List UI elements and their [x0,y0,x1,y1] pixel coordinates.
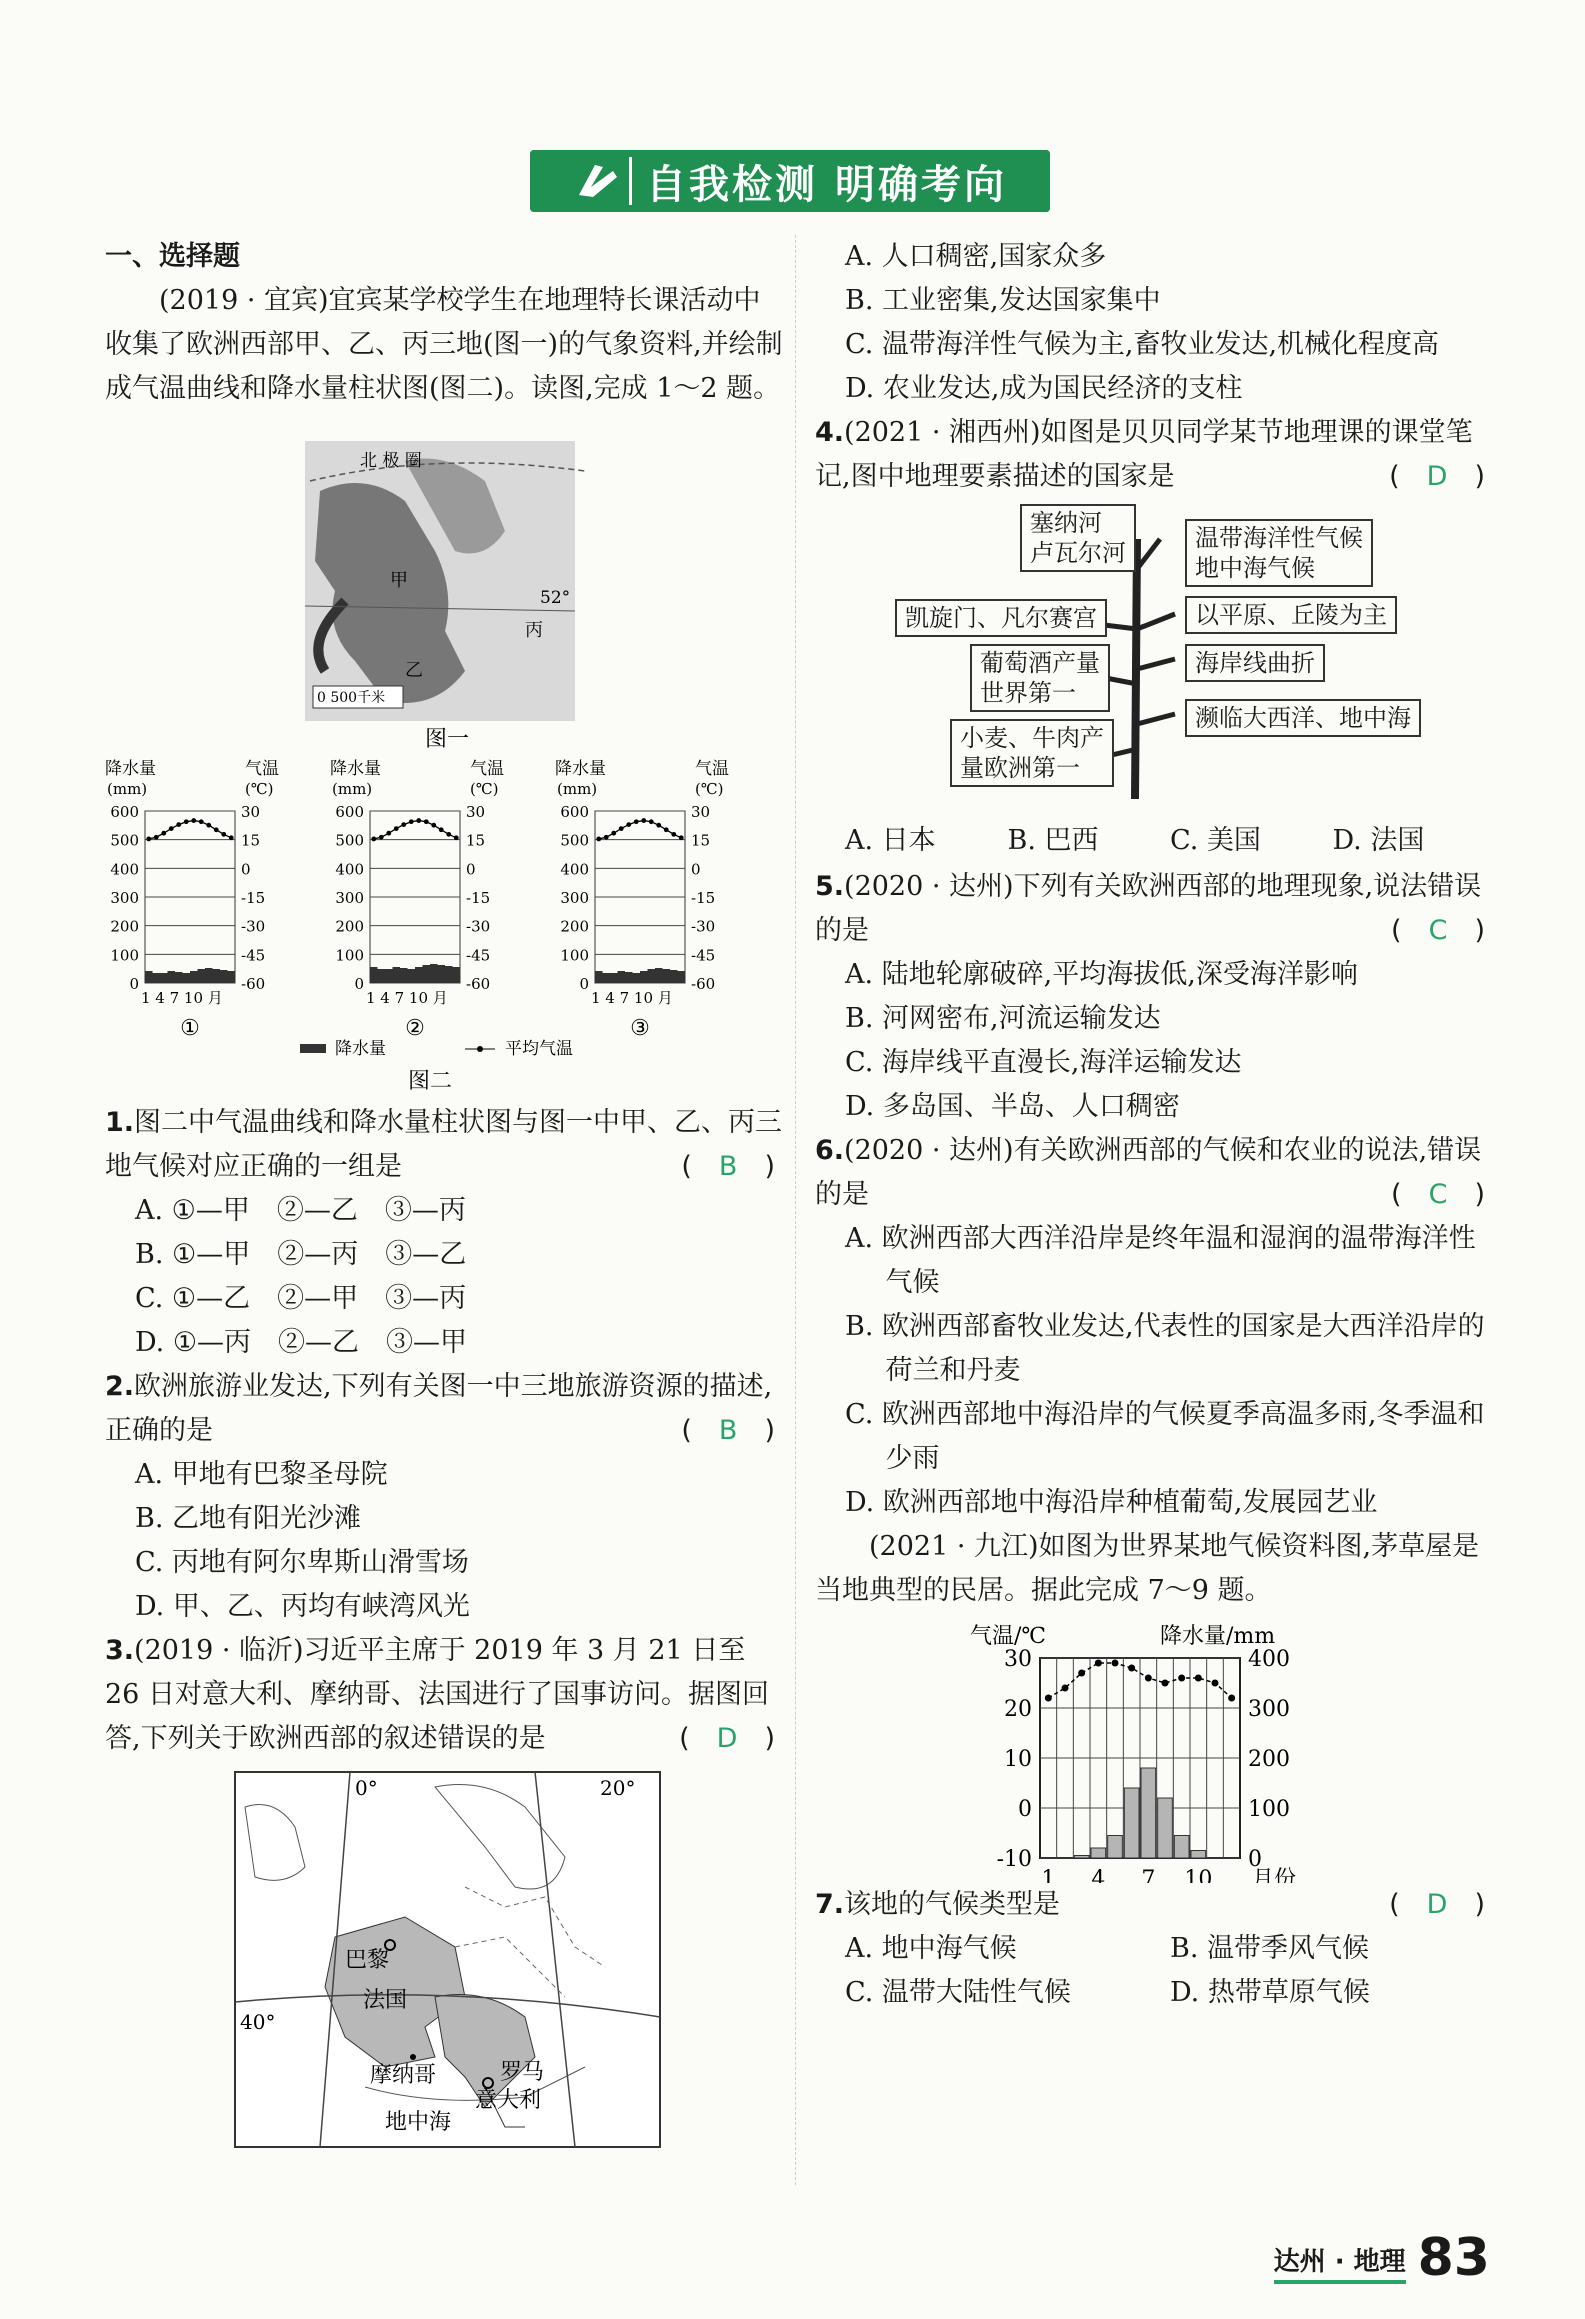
page-footer [1273,2228,1490,2288]
question-3 [105,1629,785,1761]
fig2-rain-tick: 600 [560,803,589,821]
fig2-temp-tick: 0 [241,860,251,879]
fig2-rain-bar [618,971,626,983]
climate-rain-tick: 200 [1248,1747,1290,1772]
climate-rain-bar [1191,1851,1206,1859]
map3-italy: 意大利 [475,2088,542,2113]
q6-number: 6. [815,1135,845,1166]
fig2-temp-tick: 30 [691,803,711,821]
fig2-temp-line [374,821,457,839]
fig2-legend-rain-label: 降水量 [335,1039,386,1059]
fig2-temp-tick: 15 [691,831,711,850]
fig2-marker-3: ③ [630,1016,650,1041]
fig2-axis-left-label: 降水量 [555,759,606,779]
q2-answer: ( B ) [681,1415,775,1446]
fig2-axis-right-unit: (℃) [245,780,274,798]
fig2-axis-left-label: 降水量 [105,759,156,779]
q1-option-c[interactable]: C. ①—乙 ②—甲 ③—丙 [135,1283,467,1314]
fig2-rain-bar [408,969,416,983]
fig2-rain-bar [205,968,213,983]
fig2-rain-bar [220,970,228,983]
climate-rain-bar [1108,1836,1123,1859]
fig2-axis-left-unit: (mm) [107,780,148,798]
q7-option-c[interactable]: C. 温带大陆性气候 [845,1977,1071,2008]
fig2-rain-bar [400,968,408,983]
tree-box-wheat: 小麦、牛肉产 量欧洲第一 [950,719,1114,787]
figure-2 [105,756,785,1101]
q7-option-b[interactable]: B. 温带季风气候 [1170,1933,1370,1964]
map1-label-yi: 乙 [405,660,423,681]
q2-option-b[interactable]: B. 乙地有阳光沙滩 [135,1503,362,1534]
fig2-rain-tick: 400 [560,860,589,879]
map1-label-bing: 丙 [525,620,543,641]
fig2-rain-bar [145,971,153,983]
fig2-rain-bar [633,973,641,983]
fig2-temp-tick: 0 [691,860,701,879]
q5-answer-letter: C [1428,915,1448,946]
fig2-rain-tick: 0 [354,975,364,993]
fig2-rain-tick: 400 [110,860,139,879]
fig2-temp-tick: -30 [466,917,491,936]
q6-option-c[interactable]: C. 欧洲西部地中海沿岸的气候夏季高温多雨,冬季温和少雨 [845,1399,1485,1474]
fig2-marker-2: ② [405,1016,425,1041]
figure-2-charts [105,756,785,1101]
q5-answer: ( C ) [1391,915,1485,946]
fig2-temp-tick: 15 [466,831,486,850]
fig2-axis-right-unit: (℃) [695,780,724,798]
q4-option-a[interactable]: A. 日本 [845,825,936,856]
q3-option-c[interactable]: C. 温带海洋性气候为主,畜牧业发达,机械化程度高 [845,329,1440,360]
q1-option-a[interactable]: A. ①—甲 ②—乙 ③—丙 [135,1195,466,1226]
footer-text: 达州 · 地理 [1274,2241,1406,2284]
section-banner [530,150,1050,212]
fig2-rain-bar [393,967,401,983]
climate-rain-bar [1158,1798,1173,1858]
fig2-rain-bar [198,969,206,983]
column-divider [795,235,796,2185]
fig2-rain-tick: 100 [560,946,589,965]
fig2-rain-bar [445,966,453,983]
map1-label-jia: 甲 [390,570,408,591]
q7-answer: ( D ) [1389,1889,1485,1920]
climate-temp-tick: 30 [1004,1647,1032,1672]
q3-text: (2019 · 临沂)习近平主席于 2019 年 3 月 21 日至 26 日对意大利、摩纳哥、法国进行了国事访问。据图回答,下列关于欧洲西部的叙述错误的是 [105,1635,769,1754]
q4-option-d[interactable]: D. 法国 [1332,825,1425,856]
q6-option-d[interactable]: D. 欧洲西部地中海沿岸种植葡萄,发展园艺业 [845,1487,1378,1518]
fig2-rain-bar [228,971,236,983]
map1-scale: 0 500千米 [317,690,386,706]
climate-rain-bar [1124,1788,1139,1858]
q4-option-c[interactable]: C. 美国 [1170,825,1261,856]
fig2-temp-tick: -15 [466,889,491,907]
map3-france: 法国 [363,1988,408,2013]
climate-x-tick: 7 [1141,1867,1156,1883]
fig2-legend-temp-dot [477,1046,483,1052]
fig2-month-ticks: 1 4 7 10 月 [141,989,223,1007]
climate-rain-bar [1141,1768,1156,1858]
fig2-rain-tick: 400 [335,860,364,879]
fig2-rain-bar [175,972,183,983]
fig2-axis-left-unit: (mm) [332,780,373,798]
q1-answer: ( B ) [681,1151,775,1182]
section-heading: 一、选择题 [105,241,240,272]
q2-option-c[interactable]: C. 丙地有阿尔卑斯山滑雪场 [135,1547,469,1578]
climate-temp-tick: 20 [1004,1697,1032,1722]
intro-q7-9: (2021 · 九江)如图为世界某地气候资料图,茅草屋是当地典型的民居。据此完成 7～9 题。 [815,1531,1480,1606]
q6-answer-letter: C [1428,1179,1448,1210]
q6-answer: ( C ) [1391,1179,1485,1210]
q1-answer-letter: B [718,1151,738,1182]
q4-text: (2021 · 湘西州)如图是贝贝同学某节地理课的课堂笔记,图中地理要素描述的国家是 [815,417,1473,492]
tree-box-coast: 海岸线曲折 [1185,644,1325,682]
q3-option-b[interactable]: B. 工业密集,发达国家集中 [845,285,1161,316]
fig2-rain-tick: 200 [335,917,364,936]
map1-label-arctic: 北 极 圈 [360,451,422,471]
q2-option-a[interactable]: A. 甲地有巴黎圣母院 [135,1459,388,1490]
fig2-axis-right-label: 气温 [695,759,729,779]
map3-rome: 罗马 [500,2060,545,2085]
fig2-rain-bar [370,967,378,983]
q3-option-a[interactable]: A. 人口稠密,国家众多 [845,241,1107,272]
tree-box-oceans: 濒临大西洋、地中海 [1185,699,1421,737]
map3-med: 地中海 [385,2110,452,2135]
fig2-temp-tick: -60 [241,975,266,993]
fig2-temp-tick: 15 [241,831,261,850]
climate-x-tick: 4 [1091,1867,1106,1883]
climate-temp-tick: 0 [1018,1797,1032,1822]
question-5 [815,865,1495,953]
page-number: 83 [1417,2228,1490,2288]
question-6 [815,1129,1495,1217]
fig2-temp-tick: -60 [466,975,491,993]
figure-2-caption: 图二 [407,1069,453,1094]
fig2-temp-tick: 0 [466,860,476,879]
fig2-rain-tick: 300 [335,889,364,907]
fig2-rain-bar [625,972,633,983]
fig2-temp-tick: -60 [691,975,716,993]
map3-paris: 巴黎 [345,1948,390,1973]
fig2-legend-rain-swatch [300,1044,326,1053]
tree-trunk [815,499,1495,819]
fig2-temp-tick: -45 [691,946,716,965]
tree-box-climate: 温带海洋性气候 地中海气候 [1185,519,1373,587]
climate-chart [815,1613,1495,1883]
fig2-rain-tick: 0 [579,975,589,993]
climate-ylabel-right: 降水量/mm [1160,1624,1276,1649]
fig2-rain-tick: 300 [110,889,139,907]
fig2-rain-tick: 500 [335,831,364,850]
fig2-rain-bar [640,971,648,983]
tree-box-terrain: 以平原、丘陵为主 [1185,596,1397,634]
fig2-rain-bar [415,967,423,983]
map3-lon20: 20° [600,1776,636,1800]
fig2-rain-tick: 100 [335,946,364,965]
q5-option-d[interactable]: D. 多岛国、半岛、人口稠密 [845,1091,1180,1122]
figure-1-caption: 图一 [425,727,470,752]
q4-answer-letter: D [1426,461,1448,492]
climate-rain-bar [1174,1836,1189,1859]
question-4 [815,411,1495,499]
fig2-rain-tick: 300 [560,889,589,907]
figure-1 [105,411,785,756]
fig2-rain-tick: 500 [110,831,139,850]
fig2-rain-bar [378,969,386,983]
q7-text: 该地的气候类型是 [844,1889,1061,1920]
q1-text: 图二中气温曲线和降水量柱状图与图一中甲、乙、丙三地气候对应正确的一组是 [105,1107,783,1182]
fig2-rain-bar [213,969,221,983]
q2-text: 欧洲旅游业发达,下列有关图一中三地旅游资源的描述,正确的是 [105,1371,773,1446]
fig2-temp-tick: 30 [466,803,486,821]
q7-options-row1 [845,1927,1495,1971]
q4-answer: ( D ) [1389,461,1485,492]
fig2-axis-right-unit: (℃) [470,780,499,798]
fig2-rain-bar [610,973,618,983]
fig2-temp-tick: -15 [691,889,716,907]
q2-answer-letter: B [718,1415,738,1446]
q1-option-d[interactable]: D. ①—丙 ②—乙 ③—甲 [135,1327,468,1358]
q2-number: 2. [105,1371,135,1402]
fig2-axis-right-label: 气温 [470,759,504,779]
climate-rain-tick: 400 [1248,1647,1290,1672]
fig2-temp-tick: -15 [241,889,266,907]
fig2-legend-temp-label: 平均气温 [505,1039,573,1059]
fig2-temp-tick: -45 [241,946,266,965]
fig2-temp-line [149,821,232,839]
fig2-temp-tick: -45 [466,946,491,965]
climate-ylabel-left: 气温/℃ [970,1624,1047,1649]
q5-number: 5. [815,871,845,902]
intro-q1-2: (2019 · 宜宾)宜宾某学校学生在地理特长课活动中收集了欧洲西部甲、乙、丙三地(图一)的气象资料,并绘制成气温曲线和降水量柱状图(图二)。读图,完成 1～2 题。 [105,285,783,404]
pen-logo-icon [573,157,632,205]
fig2-rain-bar [153,973,161,983]
fig2-rain-bar [655,968,663,983]
fig2-rain-tick: 200 [110,917,139,936]
figure-q3-map [105,1767,785,2162]
figure-climate-chart [815,1613,1495,1883]
q5-text: (2020 · 达州)下列有关欧洲西部的地理现象,说法错误的是 [815,871,1482,946]
q4-option-b[interactable]: B. 巴西 [1007,825,1099,856]
climate-x-tick: 10 [1184,1867,1213,1883]
tree-box-rivers: 塞纳河 卢瓦尔河 [1020,504,1136,572]
question-1 [105,1101,785,1189]
fig2-rain-bar [430,964,438,983]
q5-option-c[interactable]: C. 海岸线平直漫长,海洋运输发达 [845,1047,1242,1078]
fig2-month-ticks: 1 4 7 10 月 [366,989,448,1007]
fig2-rain-tick: 100 [110,946,139,965]
fig2-rain-tick: 600 [110,803,139,821]
map3-monaco: 摩纳哥 [370,2063,437,2088]
q4-number: 4. [815,417,845,448]
q1-number: 1. [105,1107,135,1138]
fig2-rain-tick: 200 [560,917,589,936]
fig2-rain-tick: 600 [335,803,364,821]
q7-answer-letter: D [1426,1889,1448,1920]
fig2-rain-bar [385,969,393,983]
fig2-rain-bar [648,969,656,983]
climate-temp-tick: 10 [1004,1747,1032,1772]
q3-number: 3. [105,1635,135,1666]
q3-answer-letter: D [716,1723,738,1754]
q5-option-b[interactable]: B. 河网密布,河流运输发达 [845,1003,1161,1034]
fig2-rain-tick: 500 [560,831,589,850]
left-column [105,235,785,2162]
fig2-rain-bar [670,970,678,983]
europe-map [105,411,785,756]
climate-xlabel: 月份 [1252,1867,1297,1883]
q7-option-a[interactable]: A. 地中海气候 [845,1933,1017,1964]
fig2-month-ticks: 1 4 7 10 月 [591,989,673,1007]
map3-lat40: 40° [240,2010,276,2034]
climate-rain-tick: 300 [1248,1697,1290,1722]
fig2-rain-bar [438,965,446,983]
fig2-rain-bar [190,971,198,983]
fig2-rain-bar [168,971,176,983]
figure-q4-tree [815,499,1495,819]
fig2-axis-right-label: 气温 [245,759,279,779]
climate-temp-tick: -10 [996,1847,1032,1872]
climate-rain-bar [1091,1848,1106,1858]
q5-option-a[interactable]: A. 陆地轮廓破碎,平均海拔低,深受海洋影响 [845,959,1358,990]
q3-answer: ( D ) [679,1723,775,1754]
fig2-temp-tick: -30 [691,917,716,936]
fig2-rain-bar [663,969,671,983]
map1-label-52: 52° [540,588,571,608]
map3-lon0: 0° [355,1776,378,1800]
fig2-rain-bar [183,973,191,983]
fig2-rain-bar [453,967,461,983]
tree-box-wine: 葡萄酒产量 世界第一 [970,644,1110,712]
q3-option-d[interactable]: D. 农业发达,成为国民经济的支柱 [845,373,1243,404]
fig2-temp-line [599,821,682,839]
q6-text: (2020 · 达州)有关欧洲西部的气候和农业的说法,错误的是 [815,1135,1482,1210]
banner-title: 自我检测 明确考向 [646,161,1007,208]
fig2-axis-left-unit: (mm) [557,780,598,798]
fig2-rain-bar [160,973,168,983]
q7-number: 7. [815,1889,845,1920]
fig2-rain-bar [603,973,611,983]
q4-options [845,819,1495,863]
climate-rain-tick: 0 [1248,1847,1262,1872]
question-7 [815,1883,1495,1927]
fig2-rain-bar [423,965,431,983]
fig2-temp-tick: 30 [241,803,261,821]
climate-rain-tick: 100 [1248,1797,1290,1822]
question-2 [105,1365,785,1453]
fig2-axis-left-label: 降水量 [330,759,381,779]
q2-option-d[interactable]: D. 甲、乙、丙均有峡湾风光 [135,1591,470,1622]
fig2-rain-bar [678,971,686,983]
right-column [815,235,1495,2015]
climate-x-tick: 1 [1041,1867,1056,1883]
tree-box-landmarks: 凯旋门、凡尔赛宫 [895,599,1107,637]
q6-option-b[interactable]: B. 欧洲西部畜牧业发达,代表性的国家是大西洋沿岸的荷兰和丹麦 [845,1311,1485,1386]
fig2-temp-tick: -30 [241,917,266,936]
q6-option-a[interactable]: A. 欧洲西部大西洋沿岸是终年温和湿润的温带海洋性气候 [845,1223,1476,1298]
fig2-rain-bar [595,971,603,983]
q7-option-d[interactable]: D. 热带草原气候 [1170,1977,1370,2008]
q7-options-row2 [845,1971,1495,2015]
climate-rain-bar [1074,1856,1089,1859]
western-europe-map [105,1767,785,2157]
q1-option-b[interactable]: B. ①—甲 ②—丙 ③—乙 [135,1239,467,1270]
fig2-rain-tick: 0 [129,975,139,993]
fig2-marker-1: ① [180,1016,200,1041]
